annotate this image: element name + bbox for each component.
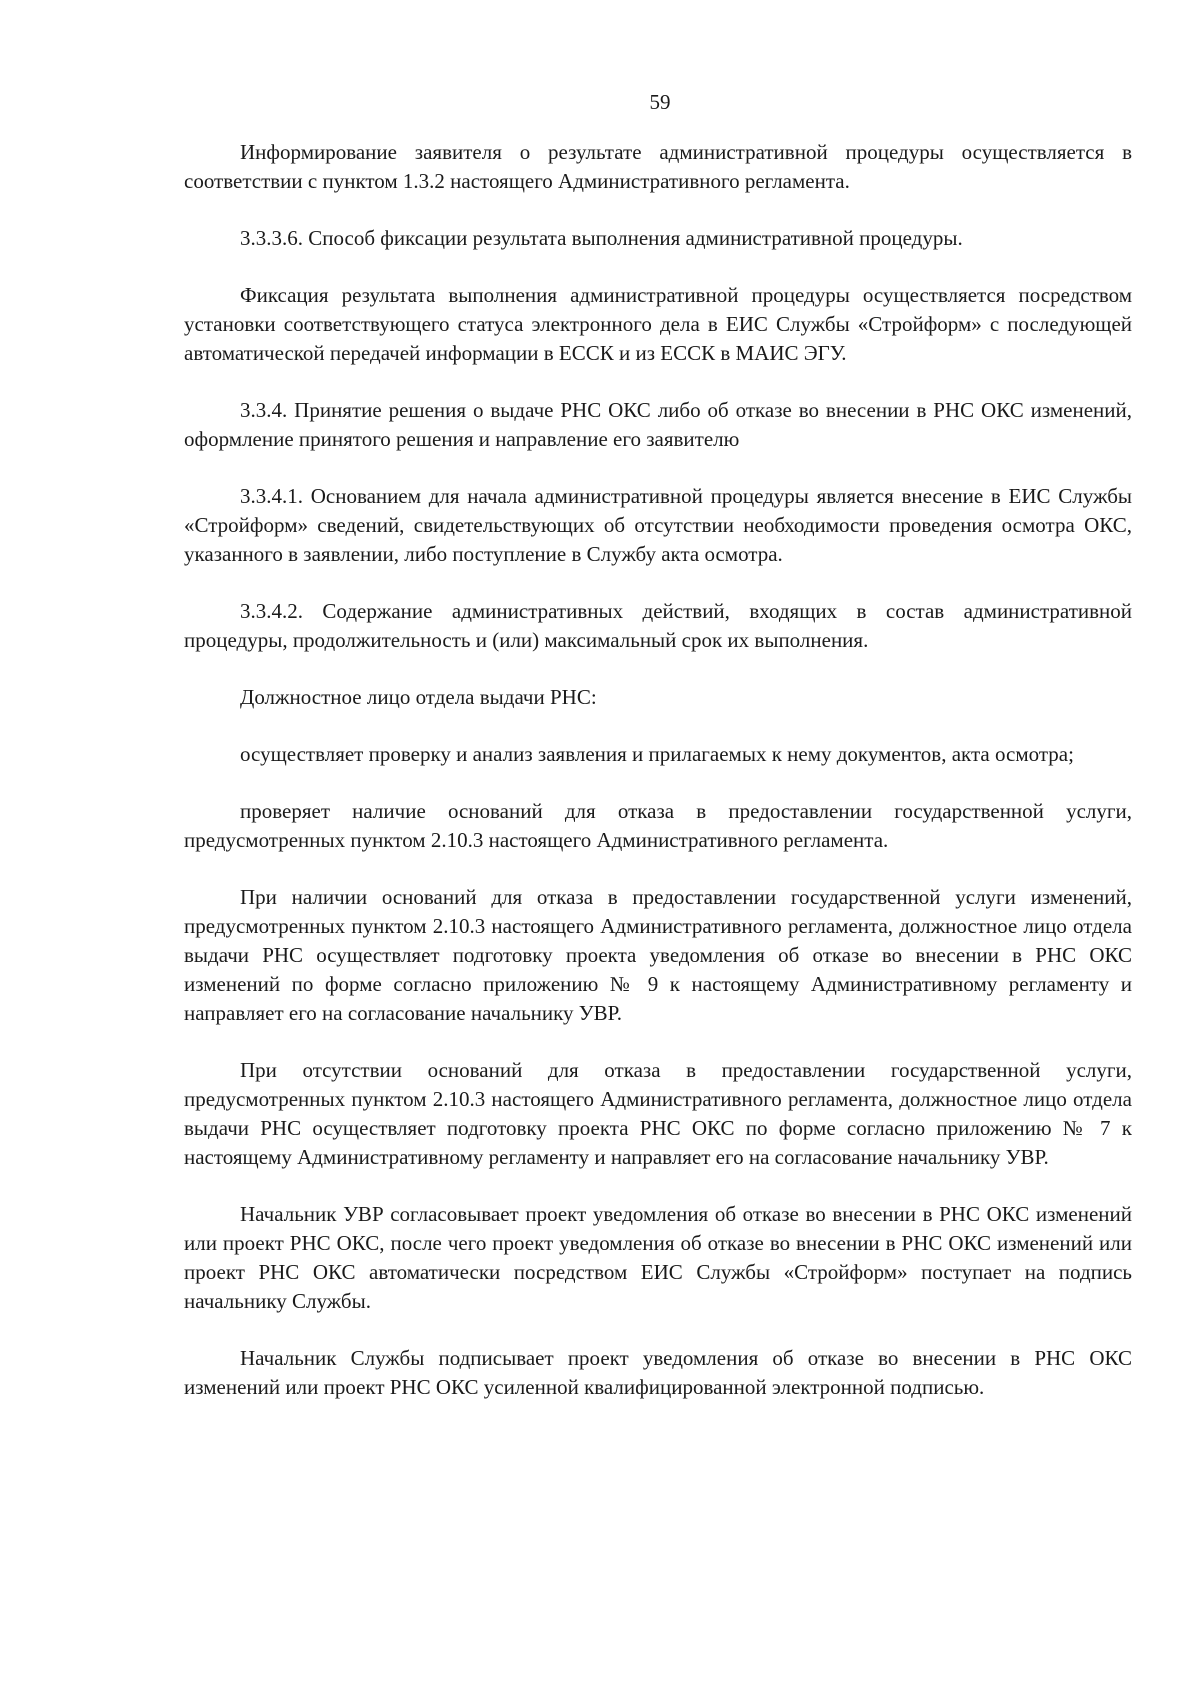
paragraph-fixation: Фиксация результата выполнения административной процедуры осуществляется посредством установки соответствующего статуса электронного дела в ЕИС Службы «Стройформ» с последующей автоматической передачей информации в ЕССК и из ЕССК в МАИС ЭГУ. <box>184 283 1132 365</box>
paragraph-3-3-3-6-heading: 3.3.3.6. Способ фиксации результата выполнения административной процедуры. <box>240 226 963 250</box>
paragraph-3-3-4-1: 3.3.4.1. Основанием для начала административной процедуры является внесение в ЕИС Службы «Стройформ» сведений, свидетельствующих об отсутствии необходимости проведения осмотра ОКС, указанного в заявлении, либо поступление в Службу акта осмотра. <box>184 484 1132 566</box>
page-number: 59 <box>649 90 671 114</box>
paragraph-checks-application: осуществляет проверку и анализ заявления и прилагаемых к нему документов, акта осмотра; <box>240 742 1074 766</box>
paragraph-no-refusal-case: При отсутствии оснований для отказа в предоставлении государственной услуги, предусмотренных пунктом 2.10.3 настоящего Административного регламента, должностное лицо отдела выдачи РНС осуществляет подготовку проекта РНС ОКС по форме согласно приложению № 7 к настоящему Административному регламенту и направляет его на согласование начальнику УВР. <box>184 1058 1132 1169</box>
paragraph-uvr-approval: Начальник УВР согласовывает проект уведомления об отказе во внесении в РНС ОКС изменений или проект РНС ОКС, после чего проект уведомления об отказе во внесении в РНС ОКС изменений или проект РНС ОКС автоматически посредством ЕИС Службы «Стройформ» поступает на подпись начальнику Службы. <box>184 1202 1132 1313</box>
paragraph-head-signs: Начальник Службы подписывает проект уведомления об отказе во внесении в РНС ОКС изменений или проект РНС ОКС усиленной квалифицированной электронной подписью. <box>184 1346 1132 1399</box>
paragraph-informing: Информирование заявителя о результате административной процедуры осуществляется в соответствии с пунктом 1.3.2 настоящего Административного регламента. <box>184 140 1132 193</box>
document-body <box>184 138 1132 1430</box>
paragraph-3-3-4-2: 3.3.4.2. Содержание административных действий, входящих в состав административной процедуры, продолжительность и (или) максимальный срок их выполнения. <box>184 599 1132 652</box>
paragraph-official: Должностное лицо отдела выдачи РНС: <box>240 685 597 709</box>
paragraph-refusal-case: При наличии оснований для отказа в предоставлении государственной услуги изменений, предусмотренных пунктом 2.10.3 настоящего Административного регламента, должностное лицо отдела выдачи РНС осуществляет подготовку проекта уведомления об отказе во внесении в РНС ОКС изменений по форме согласно приложению № 9 к настоящему Административному регламенту и направляет его на согласование начальнику УВР. <box>184 885 1132 1025</box>
paragraph-3-3-4-heading: 3.3.4. Принятие решения о выдаче РНС ОКС либо об отказе во внесении в РНС ОКС изменений, оформление принятого решения и направление его заявителю <box>184 398 1132 451</box>
paragraph-checks-grounds: проверяет наличие оснований для отказа в предоставлении государственной услуги, предусмотренных пунктом 2.10.3 настоящего Административного регламента. <box>184 799 1132 852</box>
